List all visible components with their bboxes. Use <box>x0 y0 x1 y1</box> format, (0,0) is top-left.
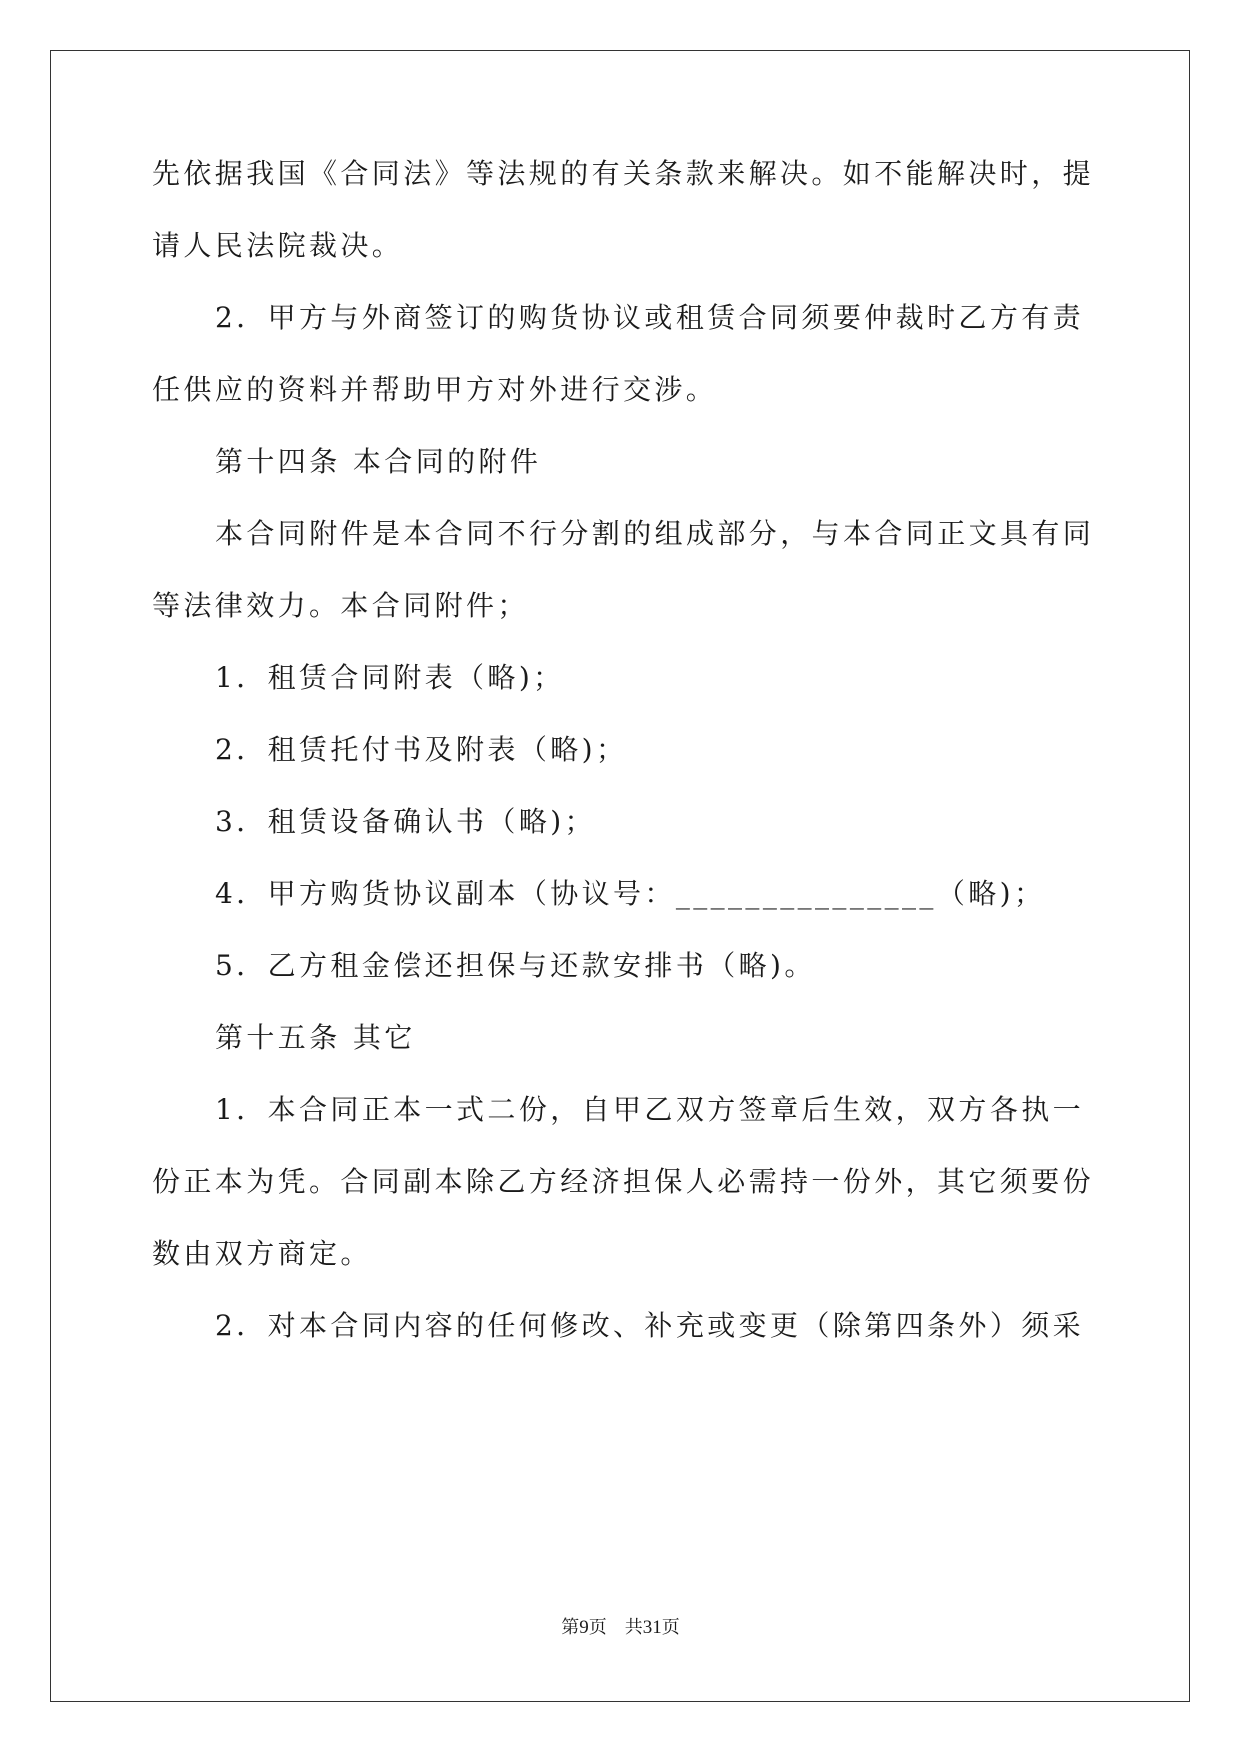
page-prefix: 第 <box>561 1617 580 1638</box>
text-line: 2．甲方与外商签订的购货协议或租赁合同须要仲裁时乙方有责 <box>215 301 1085 334</box>
text-line: 先依据我国《合同法》等法规的有关条款来解决。如不能解决时，提 <box>152 157 1095 190</box>
text-line: 份正本为凭。合同副本除乙方经济担保人必需持一份外，其它须要份 <box>152 1165 1095 1198</box>
list-item: 1．租赁合同附表（略)； <box>215 661 565 694</box>
page-number: 9 <box>579 1617 589 1638</box>
text-line: 数由双方商定。 <box>152 1237 372 1270</box>
section-heading: 第十四条 本合同的附件 <box>215 445 542 478</box>
text-line: 等法律效力。本合同附件； <box>152 589 529 622</box>
section-heading: 第十五条 其它 <box>215 1021 416 1054</box>
page-mid: 页 共 <box>588 1617 643 1638</box>
total-pages: 31 <box>642 1617 662 1638</box>
page-footer <box>0 1616 1241 1640</box>
text-line: 本合同附件是本合同不行分割的组成部分，与本合同正文具有同 <box>215 517 1095 550</box>
text-line: 请人民法院裁决。 <box>152 229 404 262</box>
list-item: 2．租赁托付书及附表（略)； <box>215 733 628 766</box>
page-suffix: 页 <box>661 1617 680 1638</box>
text-line: 任供应的资料并帮助甲方对外进行交涉。 <box>152 373 718 406</box>
list-item: 5．乙方租金偿还担保与还款安排书（略)。 <box>215 949 816 982</box>
text-line: 2．对本合同内容的任何修改、补充或变更（除第四条外）须采 <box>215 1309 1085 1342</box>
list-item: 3．租赁设备确认书（略)； <box>215 805 596 838</box>
list-item: 4．甲方购货协议副本（协议号：_______________（略)； <box>215 877 1046 910</box>
text-line: 1．本合同正本一式二份，自甲乙双方签章后生效，双方各执一 <box>215 1093 1085 1126</box>
